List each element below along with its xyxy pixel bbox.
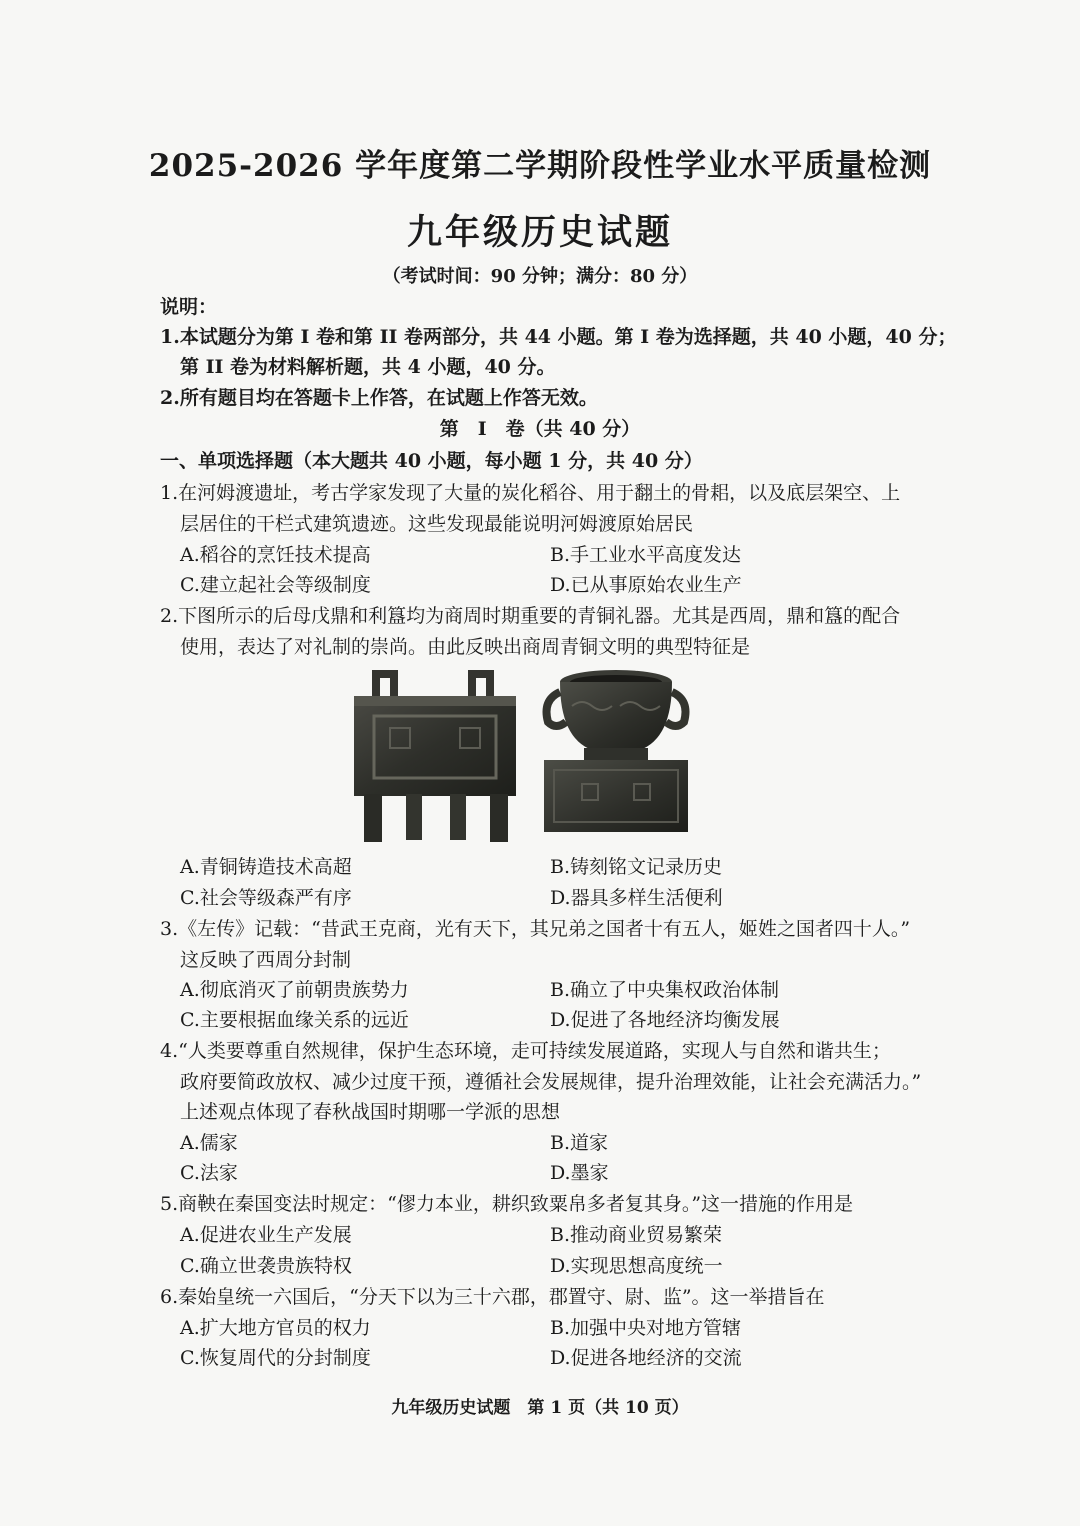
question-4-stem: 4.“人类要尊重自然规律，保护生态环境，走可持续发展道路，实现人与自然和谐共生； [160,1040,891,1062]
instruction-item-1: 1.本试题分为第 I 卷和第 II 卷两部分，共 44 小题。第 I 卷为选择题，共 40 小题，40 分； [160,326,957,348]
question-4-stem-cont-2: 上述观点体现了春秋战国时期哪一学派的思想 [180,1101,561,1123]
section-heading: 第 I 卷（共 40 分） [439,418,641,440]
question-1-option-d: D.已从事原始农业生产 [550,574,742,596]
exam-title: 2025-2026 学年度第二学期阶段性学业水平质量检测 [148,148,932,184]
question-3-option-c: C.主要根据血缘关系的远近 [180,1009,409,1031]
question-3-option-d: D.促进了各地经济均衡发展 [550,1009,780,1031]
question-6-option-d: D.促进各地经济的交流 [550,1347,742,1369]
question-1-stem-cont: 层居住的干栏式建筑遗迹。这些发现最能说明河姆渡原始居民 [180,513,694,535]
question-3-stem: 3.《左传》记载：“昔武王克商，光有天下，其兄弟之国者十有五人，姬姓之国者四十人。” [160,918,911,940]
question-4-option-b: B.道家 [550,1132,609,1154]
question-1-option-c: C.建立起社会等级制度 [180,574,371,596]
instructions-label: 说明： [160,296,218,318]
li-gui-image [542,666,690,834]
question-5-option-a: A.促进农业生产发展 [180,1224,352,1246]
exam-info: （考试时间：90 分钟；满分：80 分） [382,266,698,287]
question-4-option-a: A.儒家 [180,1132,238,1154]
exam-subject-title: 九年级历史试题 [406,212,673,253]
page-footer: 九年级历史试题 第 1 页（共 10 页） [391,1398,689,1418]
question-2-stem: 2.下图所示的后母戊鼎和利簋均为商周时期重要的青铜礼器。尤其是西周，鼎和簋的配合 [160,605,901,627]
question-1-option-a: A.稻谷的烹饪技术提高 [180,544,371,566]
question-5-option-b: B.推动商业贸易繁荣 [550,1224,723,1246]
question-4-stem-cont: 政府要简政放权、减少过度干预，遵循社会发展规律，提升治理效能，让社会充满活力。” [180,1071,922,1093]
question-2-stem-cont: 使用，表达了对礼制的崇尚。由此反映出商周青铜文明的典型特征是 [180,636,751,658]
question-6-stem: 6.秦始皇统一六国后，“分天下以为三十六郡，郡置守、尉、监”。这一举措旨在 [160,1286,825,1308]
question-1-option-b: B.手工业水平高度发达 [550,544,742,566]
houmuwu-ding-image [350,668,520,843]
question-4-option-c: C.法家 [180,1162,238,1184]
question-3-option-a: A.彻底消灭了前朝贵族势力 [180,979,409,1001]
question-2-option-a: A.青铜铸造技术高超 [180,856,352,878]
question-2-option-d: D.器具多样生活便利 [550,887,723,909]
part-title: 一、单项选择题（本大题共 40 小题，每小题 1 分，共 40 分） [160,450,703,472]
question-6-option-b: B.加强中央对地方管辖 [550,1317,742,1339]
instruction-item-1-cont: 第 II 卷为材料解析题，共 4 小题，40 分。 [180,356,556,378]
question-5-stem: 5.商鞅在秦国变法时规定：“僇力本业，耕织致粟帛多者复其身。”这一措施的作用是 [160,1193,854,1215]
question-3-stem-cont: 这反映了西周分封制 [180,949,352,971]
question-4-option-d: D.墨家 [550,1162,609,1184]
question-6-option-a: A.扩大地方官员的权力 [180,1317,371,1339]
question-1-stem: 1.在河姆渡遗址，考古学家发现了大量的炭化稻谷、用于翻土的骨耜，以及底层架空、上 [160,482,901,504]
question-5-option-d: D.实现思想高度统一 [550,1255,723,1277]
question-5-option-c: C.确立世袭贵族特权 [180,1255,352,1277]
question-2-option-b: B.铸刻铭文记录历史 [550,856,723,878]
question-3-option-b: B.确立了中央集权政治体制 [550,979,780,1001]
question-2-option-c: C.社会等级森严有序 [180,887,352,909]
instruction-item-2: 2.所有题目均在答题卡上作答，在试题上作答无效。 [160,387,598,409]
question-6-option-c: C.恢复周代的分封制度 [180,1347,371,1369]
